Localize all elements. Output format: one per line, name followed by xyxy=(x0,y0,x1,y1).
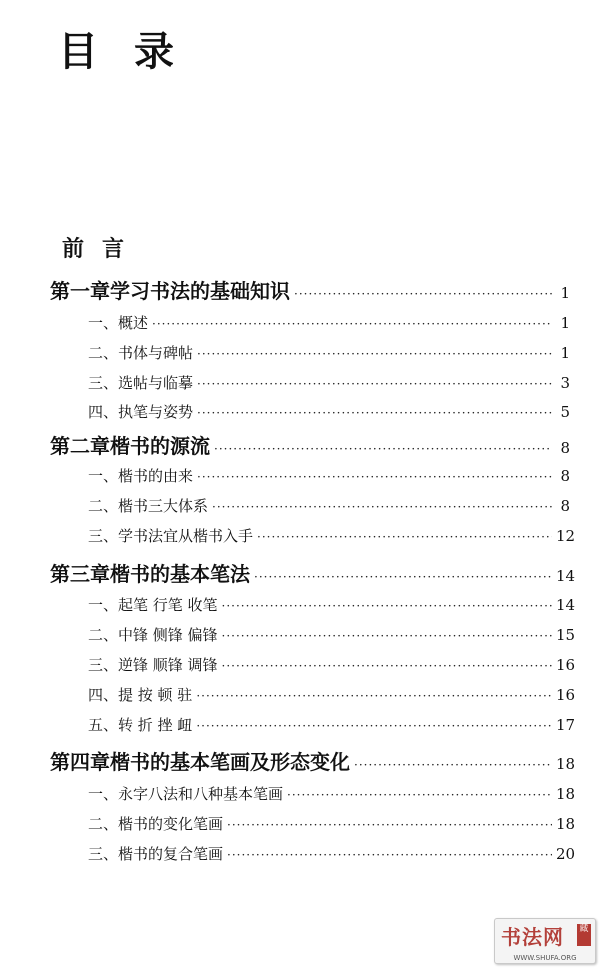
dot-leader xyxy=(254,570,552,584)
watermark-seal: 藏 xyxy=(577,924,591,946)
section-title: 三、学书法宜从楷书入手 xyxy=(88,527,254,545)
dot-leader xyxy=(212,500,552,514)
dot-leader xyxy=(222,629,552,643)
chapter-number: 第二章 xyxy=(50,434,110,458)
page-number: 1 xyxy=(560,344,570,362)
section-title: 二、中锋 侧锋 偏锋 xyxy=(88,626,218,644)
page-number: 18 xyxy=(556,785,576,803)
page-number: 8 xyxy=(560,439,570,457)
toc-section-3-5[interactable] xyxy=(88,714,576,735)
section-title: 三、楷书的复合笔画 xyxy=(88,845,224,863)
toc-chapter-3[interactable] xyxy=(50,558,576,587)
toc-section-1-2[interactable] xyxy=(88,342,570,363)
dot-leader xyxy=(287,788,552,802)
toc-section-4-1[interactable] xyxy=(88,783,576,804)
dot-leader xyxy=(222,659,552,673)
dot-leader xyxy=(197,470,552,484)
toc-section-4-2[interactable] xyxy=(88,813,576,834)
dot-leader xyxy=(197,377,552,391)
page-number: 1 xyxy=(560,284,570,302)
page-number: 12 xyxy=(556,527,576,545)
page-number: 8 xyxy=(560,497,570,515)
section-title: 一、楷书的由来 xyxy=(88,467,194,485)
section-title: 三、选帖与临摹 xyxy=(88,374,194,392)
chapter-title: 楷书的基本笔画及形态变化 xyxy=(110,750,350,774)
toc-section-2-2[interactable] xyxy=(88,495,570,516)
section-title: 四、提 按 顿 驻 xyxy=(88,686,193,704)
toc-section-2-1[interactable] xyxy=(88,465,570,486)
page-number: 5 xyxy=(560,403,570,421)
page-number: 8 xyxy=(560,467,570,485)
watermark-url: WWW.SHUFA.ORG xyxy=(513,954,577,962)
page-number: 18 xyxy=(556,755,576,773)
toc-section-3-1[interactable] xyxy=(88,594,576,615)
chapter-number: 第四章 xyxy=(50,750,110,774)
page-number: 14 xyxy=(556,596,576,614)
section-title: 三、逆锋 顺锋 调锋 xyxy=(88,656,218,674)
toc-chapter-2[interactable] xyxy=(50,430,570,459)
section-title: 五、转 折 挫 衄 xyxy=(88,716,193,734)
toc-section-4-3[interactable] xyxy=(88,843,576,864)
dot-leader xyxy=(152,317,552,331)
dot-leader xyxy=(227,848,552,862)
toc-chapter-1[interactable] xyxy=(50,275,570,304)
chapter-number: 第三章 xyxy=(50,562,110,586)
page-number: 16 xyxy=(556,656,576,674)
page-title: 目录 xyxy=(58,29,210,75)
section-title: 二、楷书三大体系 xyxy=(88,497,209,515)
dot-leader xyxy=(197,347,552,361)
section-title: 二、书体与碑帖 xyxy=(88,344,194,362)
page-number: 3 xyxy=(560,374,570,392)
dot-leader xyxy=(227,818,552,832)
page-number: 14 xyxy=(556,567,576,585)
page-number: 20 xyxy=(556,845,576,863)
toc-section-1-3[interactable] xyxy=(88,372,570,393)
section-title: 一、永字八法和八种基本笔画 xyxy=(88,785,284,803)
section-title: 二、楷书的变化笔画 xyxy=(88,815,224,833)
dot-leader xyxy=(354,758,552,772)
page-number: 15 xyxy=(556,626,576,644)
section-title: 一、概述 xyxy=(88,314,149,332)
toc-section-3-3[interactable] xyxy=(88,654,576,675)
toc-section-1-4[interactable] xyxy=(88,401,570,422)
toc-chapter-4[interactable] xyxy=(50,746,576,775)
page-number: 16 xyxy=(556,686,576,704)
dot-leader xyxy=(196,719,552,733)
dot-leader xyxy=(196,689,552,703)
toc-section-1-1[interactable] xyxy=(88,312,570,333)
dot-leader xyxy=(257,530,552,544)
section-title: 四、执笔与姿势 xyxy=(88,403,194,421)
preface-heading: 前言 xyxy=(62,236,143,262)
toc-section-2-3[interactable] xyxy=(88,525,576,546)
page-number: 18 xyxy=(556,815,576,833)
dot-leader xyxy=(294,287,552,301)
chapter-title: 楷书的基本笔法 xyxy=(110,562,250,586)
page-number: 1 xyxy=(560,314,570,332)
chapter-number: 第一章 xyxy=(50,279,110,303)
watermark-logo-text: 书法网 xyxy=(501,925,564,949)
section-title: 一、起笔 行笔 收笔 xyxy=(88,596,218,614)
toc-section-3-2[interactable] xyxy=(88,624,576,645)
dot-leader xyxy=(197,406,552,420)
chapter-title: 楷书的源流 xyxy=(110,434,210,458)
site-watermark-logo xyxy=(494,918,596,964)
dot-leader xyxy=(214,442,552,456)
dot-leader xyxy=(222,599,552,613)
page-number: 17 xyxy=(556,716,576,734)
chapter-title: 学习书法的基础知识 xyxy=(110,279,290,303)
toc-section-3-4[interactable] xyxy=(88,684,576,705)
